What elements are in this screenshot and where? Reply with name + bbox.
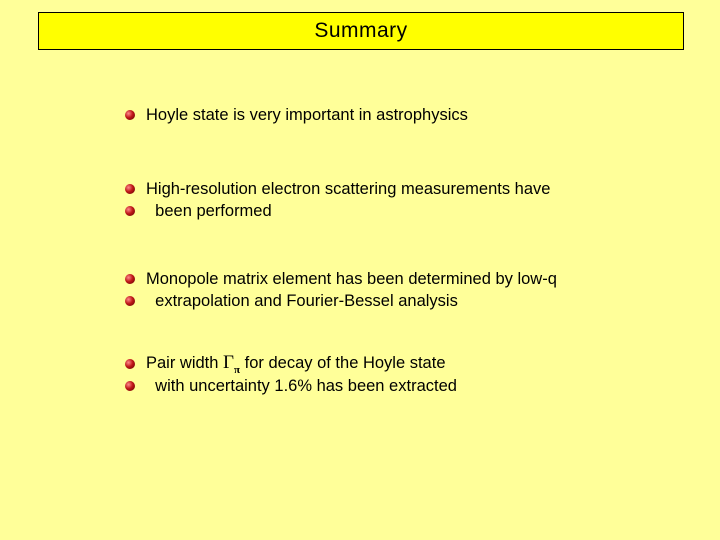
bullet-text-pre: Pair width <box>146 354 224 373</box>
bullet-icon <box>125 359 135 369</box>
bullet-item-1-line-1 <box>125 104 468 126</box>
bullet-item-3-line-2 <box>125 290 458 312</box>
bullet-icon <box>125 381 135 391</box>
bullet-text-post: for decay of the Hoyle state <box>240 354 446 373</box>
bullet-text: with uncertainty 1.6% has been extracted <box>146 376 457 395</box>
bullet-icon <box>125 110 135 120</box>
bullet-text: Monopole matrix element has been determined by low-q <box>146 269 557 288</box>
bullet-item-2-line-2 <box>125 200 272 222</box>
bullet-item-4-line-2 <box>125 375 457 397</box>
bullet-item-3-line-1 <box>125 268 557 290</box>
bullet-text: Hoyle state is very important in astrophysics <box>146 105 468 124</box>
bullet-icon <box>125 296 135 306</box>
bullet-item-2-line-1 <box>125 178 550 200</box>
bullet-icon <box>125 206 135 216</box>
bullet-text: been performed <box>146 201 272 220</box>
bullet-icon <box>125 274 135 284</box>
bullet-text: High-resolution electron scattering measurements have <box>146 179 551 198</box>
bullet-text <box>146 352 446 376</box>
bullet-text: extrapolation and Fourier-Bessel analysis <box>146 291 458 310</box>
title-bar <box>38 12 684 50</box>
bullet-item-4-line-1 <box>125 353 446 375</box>
gamma-subscript: π <box>234 363 241 376</box>
gamma-symbol: $\Gamma_\pi$ <box>223 352 241 376</box>
bullet-icon <box>125 184 135 194</box>
slide-title: Summary <box>314 19 408 42</box>
